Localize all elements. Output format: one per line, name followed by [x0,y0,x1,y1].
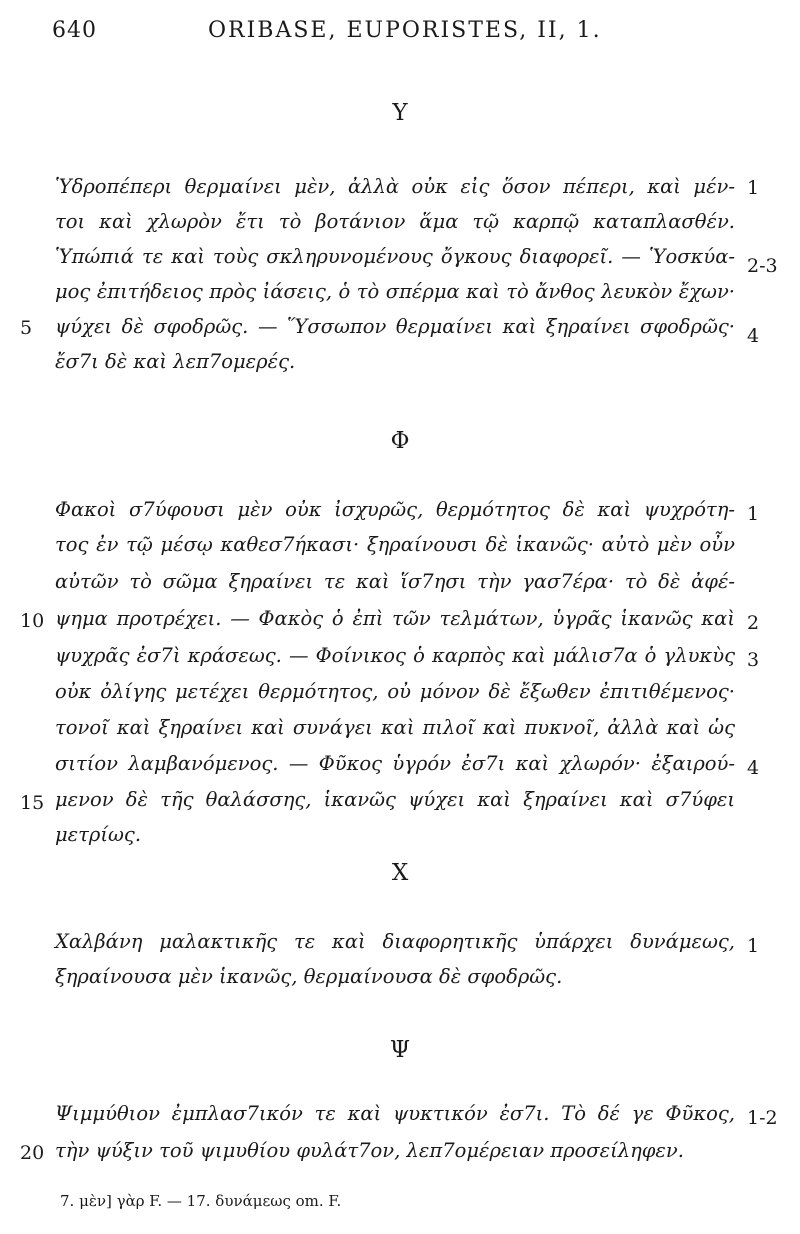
text-line: τὴν ψύξιν τοῦ ψιμυθίου φυλάτ7ον, λεπ7ομέρειαν προσείληφεν. [55,1139,684,1162]
running-title: ORIBASE, EUPORISTES, II, 1. [208,18,602,43]
margin-number: 1 [747,503,760,525]
page-number: 640 [52,18,97,43]
section-heading-upsilon: Υ [392,100,408,126]
text-line: Χαλβάνη μαλακτικῆς τε καὶ διαφορητικῆς ὑπάρχει δυνάμεως, [55,930,735,953]
text-line: ψημα προτρέχει. — Φακὸς ὁ ἐπὶ τῶν τελμάτων, ὑγρᾶς ἱκανῶς καὶ [55,607,735,630]
text-line: σιτίον λαμβανόμενος. — Φῦκος ὑγρόν ἐσ7ι καὶ χλωρόν· ἐξαιρού- [55,752,735,775]
margin-number: 4 [747,325,760,347]
margin-number: 3 [747,649,760,671]
text-line: ξηραίνουσα μὲν ἱκανῶς, θερμαίνουσα δὲ σφοδρῶς. [55,965,563,988]
text-line: ψυχρᾶς ἐσ7ὶ κράσεως. — Φοίνικος ὁ καρπὸς καὶ μάλισ7α ὁ γλυκὺς [55,644,735,667]
text-line: μος ἐπιτήδειος πρὸς ἰάσεις, ὁ τὸ σπέρμα καὶ τὸ ἄνθος λευκὸν ἔχων· [55,280,735,303]
section-heading-chi: Χ [391,860,409,886]
margin-number: 2 [747,612,760,634]
text-line: αὐτῶν τὸ σῶμα ξηραίνει τε καὶ ἵσ7ησι τὴν γασ7έρα· τὸ δὲ ἀφέ- [55,570,735,593]
section-heading-phi: Φ [390,428,410,454]
text-line: Ὑδροπέπερι θερμαίνει μὲν, ἀλλὰ οὐκ εἰς ὅσον πέπερι, καὶ μέν- [55,175,735,198]
text-line: μενον δὲ τῆς θαλάσσης, ἱκανῶς ψύχει καὶ ξηραίνει καὶ σ7ύφει [55,788,735,811]
text-line: τονοῖ καὶ ξηραίνει καὶ συνάγει καὶ πιλοῖ καὶ πυκνοῖ, ἀλλὰ καὶ ὡς [55,716,735,739]
margin-number: 4 [747,757,760,779]
margin-number: 1 [747,177,760,199]
text-line: Ψιμμύθιον ἐμπλασ7ικόν τε καὶ ψυκτικόν ἐσ7ι. Τὸ δέ γε Φῦκος, [55,1102,735,1125]
line-number: 10 [20,610,45,632]
line-number: 15 [20,792,45,814]
line-number: 20 [20,1142,45,1164]
margin-number: 2-3 [747,255,778,277]
text-line: μετρίως. [55,823,142,846]
text-line: Φακοὶ σ7ύφουσι μὲν οὐκ ἰσχυρῶς, θερμότητος δὲ καὶ ψυχρότη- [55,498,735,521]
text-line: Ὑπώπιά τε καὶ τοὺς σκληρυνομένους ὄγκους διαφορεῖ. — Ὑοσκύα- [55,245,735,268]
section-heading-psi: Ψ [389,1037,411,1063]
text-line: τοι καὶ χλωρὸν ἔτι τὸ βοτάνιον ἅμα τῷ καρπῷ καταπλασθέν. [55,210,735,233]
margin-number: 1 [747,935,760,957]
text-line: τος ἐν τῷ μέσῳ καθεσ7ήκασι· ξηραίνουσι δὲ ἱκανῶς· αὐτὸ μὲν οὖν [55,533,735,556]
line-number: 5 [20,317,33,339]
text-line: οὐκ ὀλίγης μετέχει θερμότητος, οὐ μόνον δὲ ἔξωθεν ἐπιτιθέμενος· [55,680,735,703]
footnote: 7. μὲν] γὰρ F. — 17. δυνάμεως om. F. [60,1192,342,1210]
text-line: ψύχει δὲ σφοδρῶς. — Ὕσσωπον θερμαίνει καὶ ξηραίνει σφοδρῶς· [55,315,735,338]
margin-number: 1-2 [747,1107,778,1129]
text-line: ἔσ7ι δὲ καὶ λεπ7ομερές. [55,350,296,373]
